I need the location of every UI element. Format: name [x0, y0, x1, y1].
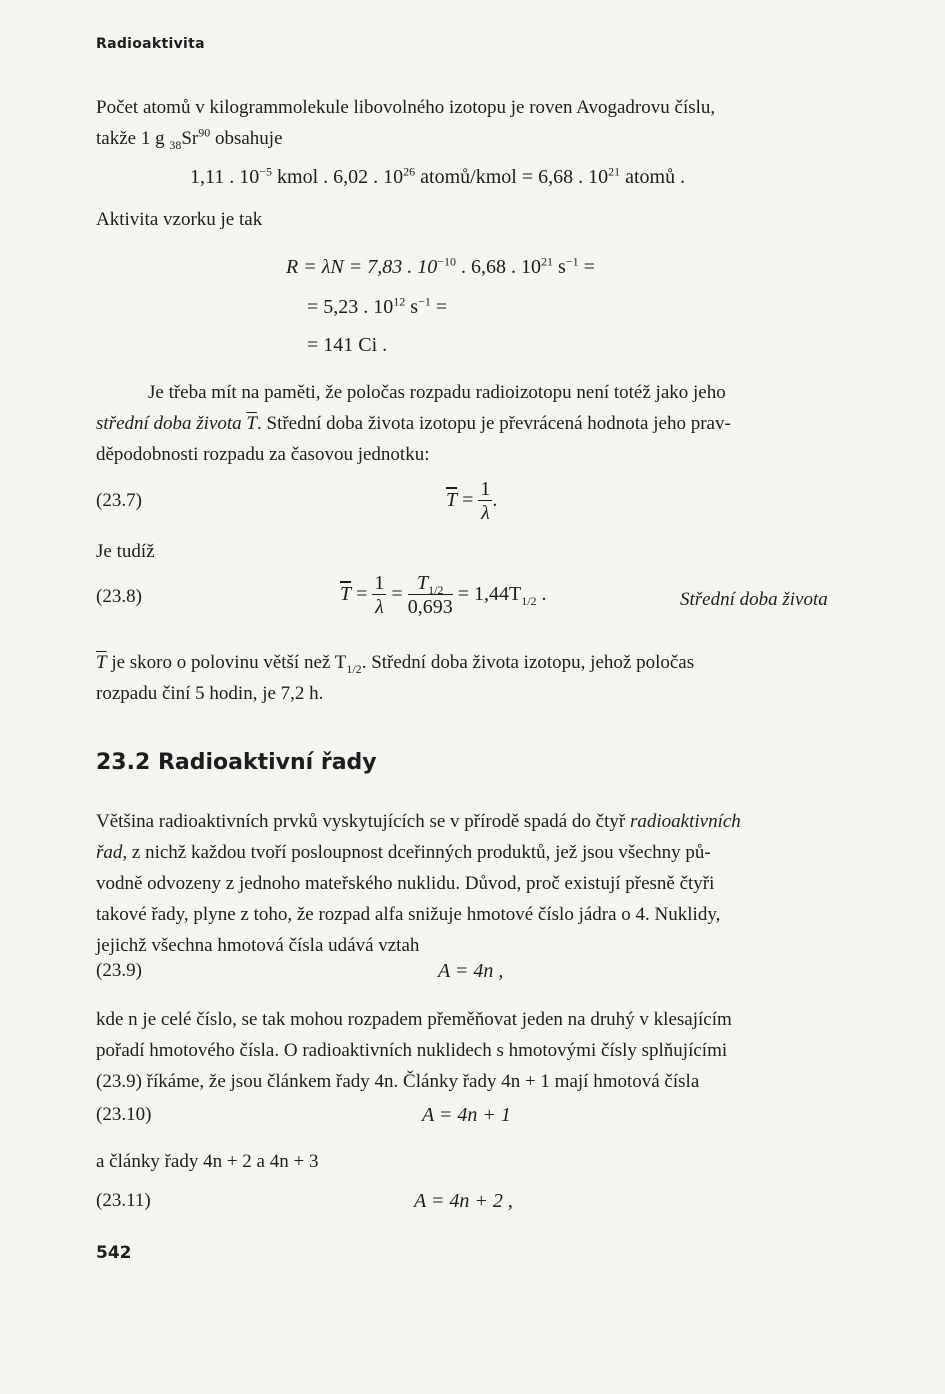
equation-23-7 — [446, 478, 497, 525]
equation-23-9: A = 4n , — [438, 960, 504, 982]
text-line: jejichž všechna hmotová čísla udává vztah — [96, 935, 420, 956]
symbol-tbar: $\overline{T}$ — [340, 583, 352, 606]
italic-term: radioaktivních — [629, 811, 741, 832]
je-tudiz: Je tudíž — [96, 541, 155, 562]
equation-number: (23.8) — [96, 586, 142, 607]
eq-part: = — [430, 296, 448, 318]
paragraph-mean-life — [96, 377, 860, 470]
text-line: pořadí hmotového čísla. O radioaktivních nuklidech s hmotovými čísly splňujícími — [96, 1040, 728, 1061]
numerator: 1 — [374, 572, 385, 594]
text-line — [96, 647, 860, 678]
numerator: 1 — [480, 478, 491, 500]
text-line: takové řady, plyne z toho, že rozpad alfa snižuje hmotové číslo jádra o 4. Nuklidy, — [96, 904, 721, 925]
text-span: . Střední doba života izotopu je převrácená hodnota jeho prav- — [257, 413, 731, 434]
equation-23-11: A = 4n + 2 , — [414, 1190, 513, 1212]
eq-part: s — [405, 296, 419, 318]
text-line: vodně odvozeny z jednoho mateřského nuklidu. Důvod, proč existují přesně čtyři — [96, 873, 715, 894]
symbol-tbar: $\overline{T}$ — [246, 413, 257, 434]
margin-label: Střední doba života — [680, 589, 828, 610]
text-line: děpodobnosti rozpadu za časovou jednotku: — [96, 444, 430, 465]
text-line: (23.9) říkáme, že jsou článkem řady 4n. Články řady 4n + 1 mají hmotová čísla — [96, 1071, 700, 1092]
fraction — [408, 572, 453, 619]
running-header: Radioaktivita — [96, 36, 205, 52]
superscript: 21 — [608, 164, 621, 179]
subscript: 1/2 — [428, 583, 444, 597]
equation-number: (23.9) — [96, 960, 142, 981]
paragraph-members — [96, 1004, 860, 1097]
italic-term: řad — [96, 842, 123, 863]
text-line: Počet atomů v kilogrammolekule libovolného izotopu je roven Avogadrovu číslu, — [96, 97, 716, 118]
fraction — [372, 572, 386, 619]
superscript: −5 — [259, 164, 273, 179]
text-line — [96, 806, 860, 837]
superscript: −10 — [437, 254, 456, 269]
superscript: 26 — [403, 164, 416, 179]
symbol-tbar: $\overline{T}$ — [446, 489, 458, 512]
section-heading: 23.2 Radioaktivní řady — [96, 750, 377, 775]
eq-part: atomů/kmol = 6,68 . 10 — [415, 166, 609, 188]
page-number: 542 — [96, 1243, 132, 1263]
equation-activity-line1 — [286, 256, 595, 279]
equation-number: (23.7) — [96, 490, 142, 511]
superscript: 12 — [393, 294, 406, 309]
italic-term: střední doba života — [96, 413, 242, 434]
equation-23-10: A = 4n + 1 — [422, 1104, 511, 1126]
eq-part: = — [578, 256, 595, 278]
eq-part: = 5,23 . 10 — [307, 296, 394, 318]
eq-sign: = — [391, 583, 403, 606]
superscript: 21 — [541, 254, 553, 269]
element-symbol: Sr — [181, 128, 199, 149]
text-line: Je třeba mít na paměti, že poločas rozpadu radioizotopu není totéž jako jeho — [148, 382, 726, 403]
and-members: a články řady 4n + 2 a 4n + 3 — [96, 1151, 319, 1172]
text-span: . Střední doba života izotopu, jehož poločas — [361, 652, 695, 673]
eq-end: . — [492, 489, 498, 512]
text-span: je skoro o polovinu větší než T — [106, 652, 347, 673]
equation-number: (23.10) — [96, 1104, 152, 1125]
eq-part: . 6,68 . 10 — [456, 256, 541, 278]
eq-part: s — [553, 256, 566, 278]
text-span: obsahuje — [210, 128, 283, 149]
paragraph-mean-life-comparison — [96, 647, 860, 709]
text-line — [96, 408, 860, 439]
equation-activity-line2 — [307, 296, 447, 319]
subscript: 1/2 — [346, 661, 362, 676]
text-span: takže 1 g — [96, 128, 170, 149]
symbol-tbar: $\overline{T}$ — [96, 652, 107, 673]
subscript: 38 — [169, 137, 182, 152]
denominator: λ — [481, 502, 490, 524]
superscript: −1 — [418, 294, 431, 309]
equation-number: (23.11) — [96, 1190, 151, 1211]
fraction — [478, 478, 492, 525]
equation-activity-line3: = 141 Ci . — [307, 334, 388, 356]
text-line — [96, 123, 860, 154]
text-span: , z nichž každou tvoří posloupnost dceřinných produktů, jež jsou všechny pů- — [122, 842, 711, 863]
activity-intro: Aktivita vzorku je tak — [96, 209, 263, 230]
text-line: kde n je celé číslo, se tak mohou rozpadem přeměňovat jeden na druhý v klesajícím — [96, 1009, 732, 1030]
denominator: 0,693 — [407, 596, 453, 618]
numerator: T — [416, 572, 429, 594]
eq-end: . — [536, 583, 547, 606]
eq-part: R = λN = 7,83 . 10 — [286, 256, 438, 278]
equation-23-8 — [340, 572, 547, 619]
superscript: 90 — [198, 125, 211, 140]
superscript: −1 — [565, 254, 579, 269]
text-line: rozpadu činí 5 hodin, je 7,2 h. — [96, 683, 324, 704]
eq-part: atomů . — [620, 166, 686, 188]
eq-part: kmol . 6,02 . 10 — [272, 166, 404, 188]
equation-atoms — [190, 166, 685, 189]
eq-part: 1,11 . 10 — [190, 166, 260, 188]
text-line — [96, 837, 860, 868]
denominator: λ — [375, 596, 384, 618]
text-span: Většina radioaktivních prvků vyskytujících se v přírodě spadá do čtyř — [96, 811, 630, 832]
paragraph-avogadro — [96, 92, 860, 154]
eq-sign: = — [462, 489, 474, 512]
paragraph-series — [96, 806, 860, 961]
eq-part: = 1,44T — [457, 583, 522, 606]
subscript: 1/2 — [521, 594, 537, 609]
eq-sign: = — [356, 583, 368, 606]
